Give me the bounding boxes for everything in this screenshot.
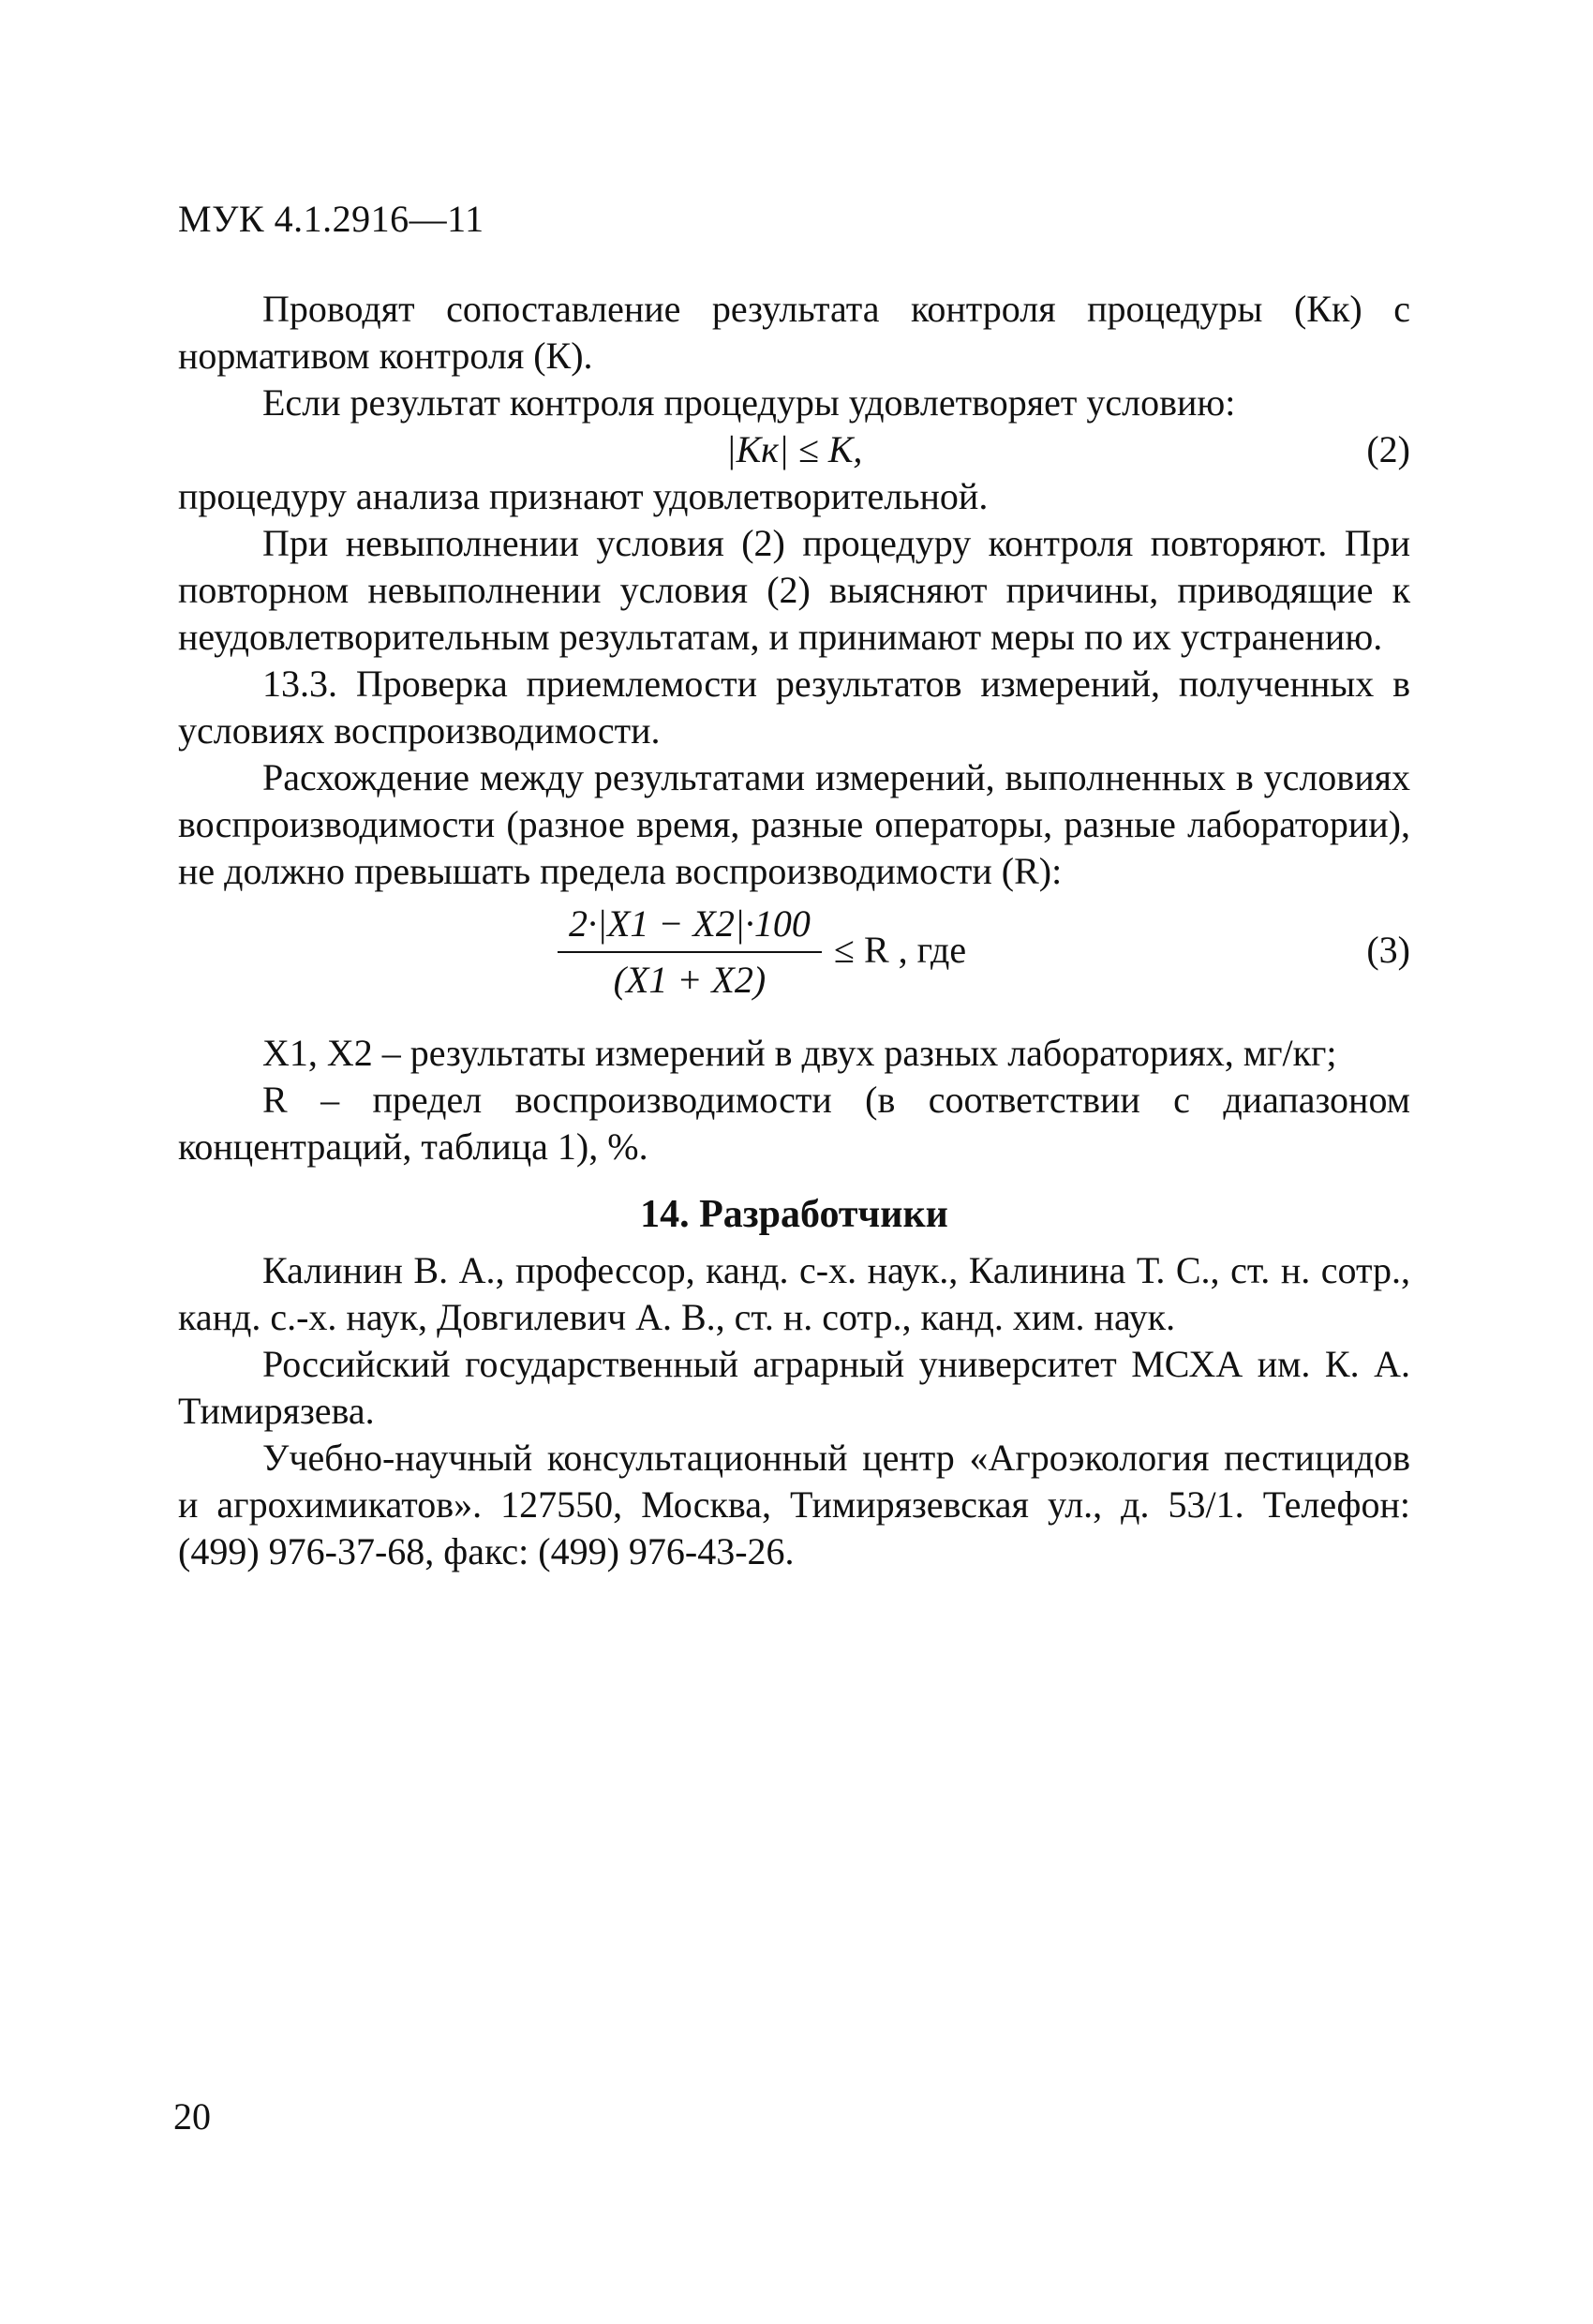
developers-university: Российский государственный аграрный университет МСХА им. К. А. Тимирязева.: [178, 1343, 1410, 1432]
paragraph-comparison: Проводят сопоставление результата контроля процедуры (Кк) с нормативом контроля (К).: [178, 288, 1410, 377]
document-body: [178, 286, 1410, 1575]
equation-3-denominator: (X1 + X2): [613, 959, 767, 1001]
equation-3-tail: ≤ R , где: [834, 929, 967, 971]
document-header: МУК 4.1.2916—11: [178, 198, 484, 240]
paragraph-reproducibility: Расхождение между результатами измерений, выполненных в условиях воспроизводимости (разное время, разные операторы, разные лаборатории), не должно превышать предела воспроизводимости (R):: [178, 756, 1410, 892]
definition-x1-x2: X1, X2 – результаты измерений в двух разных лабораториях, мг/кг;: [262, 1032, 1337, 1074]
equation-2-formula: |Кк| ≤ К,: [725, 428, 863, 470]
developers-authors: Калинин В. А., профессор, канд. с-х. наук., Калинина Т. С., ст. н. сотр., канд. с.-х. наук, Довгилевич А. В., ст. н. сотр., канд. хим. наук.: [178, 1249, 1410, 1338]
equation-3-fraction: [558, 901, 822, 1004]
section-title-developers: 14. Разработчики: [640, 1193, 948, 1236]
equation-2: [178, 426, 1410, 473]
definition-r: R – предел воспроизводимости (в соответствии с диапазоном концентраций, таблица 1), %.: [178, 1079, 1410, 1168]
equation-2-number: (2): [1366, 428, 1410, 470]
paragraph-section-13-3: 13.3. Проверка приемлемости результатов измерений, полученных в условиях воспроизводимости.: [178, 663, 1410, 752]
paragraph-condition: Если результат контроля процедуры удовлетворяет условию:: [262, 381, 1236, 424]
developers-center: Учебно-научный консультационный центр «Агроэкология пестицидов и агрохимикатов». 127550, Москва, Тимирязевская ул., д. 53/1. Телефон: (499) 976-37-68, факс: (499) 976-43-26.: [178, 1437, 1410, 1572]
equation-3-numerator: 2·|X1 − X2|·100: [558, 901, 822, 953]
paragraph-satisfactory: процедуру анализа признают удовлетворительной.: [178, 475, 989, 517]
equation-3: [178, 901, 1410, 1022]
equation-3-number: (3): [1366, 929, 1410, 971]
paragraph-repeat: При невыполнении условия (2) процедуру контроля повторяют. При повторном невыполнении условия (2) выясняют причины, приводящие к неудовлетворительным результатам, и принимают меры по их устранению.: [178, 522, 1410, 658]
page-number: 20: [173, 2095, 211, 2138]
